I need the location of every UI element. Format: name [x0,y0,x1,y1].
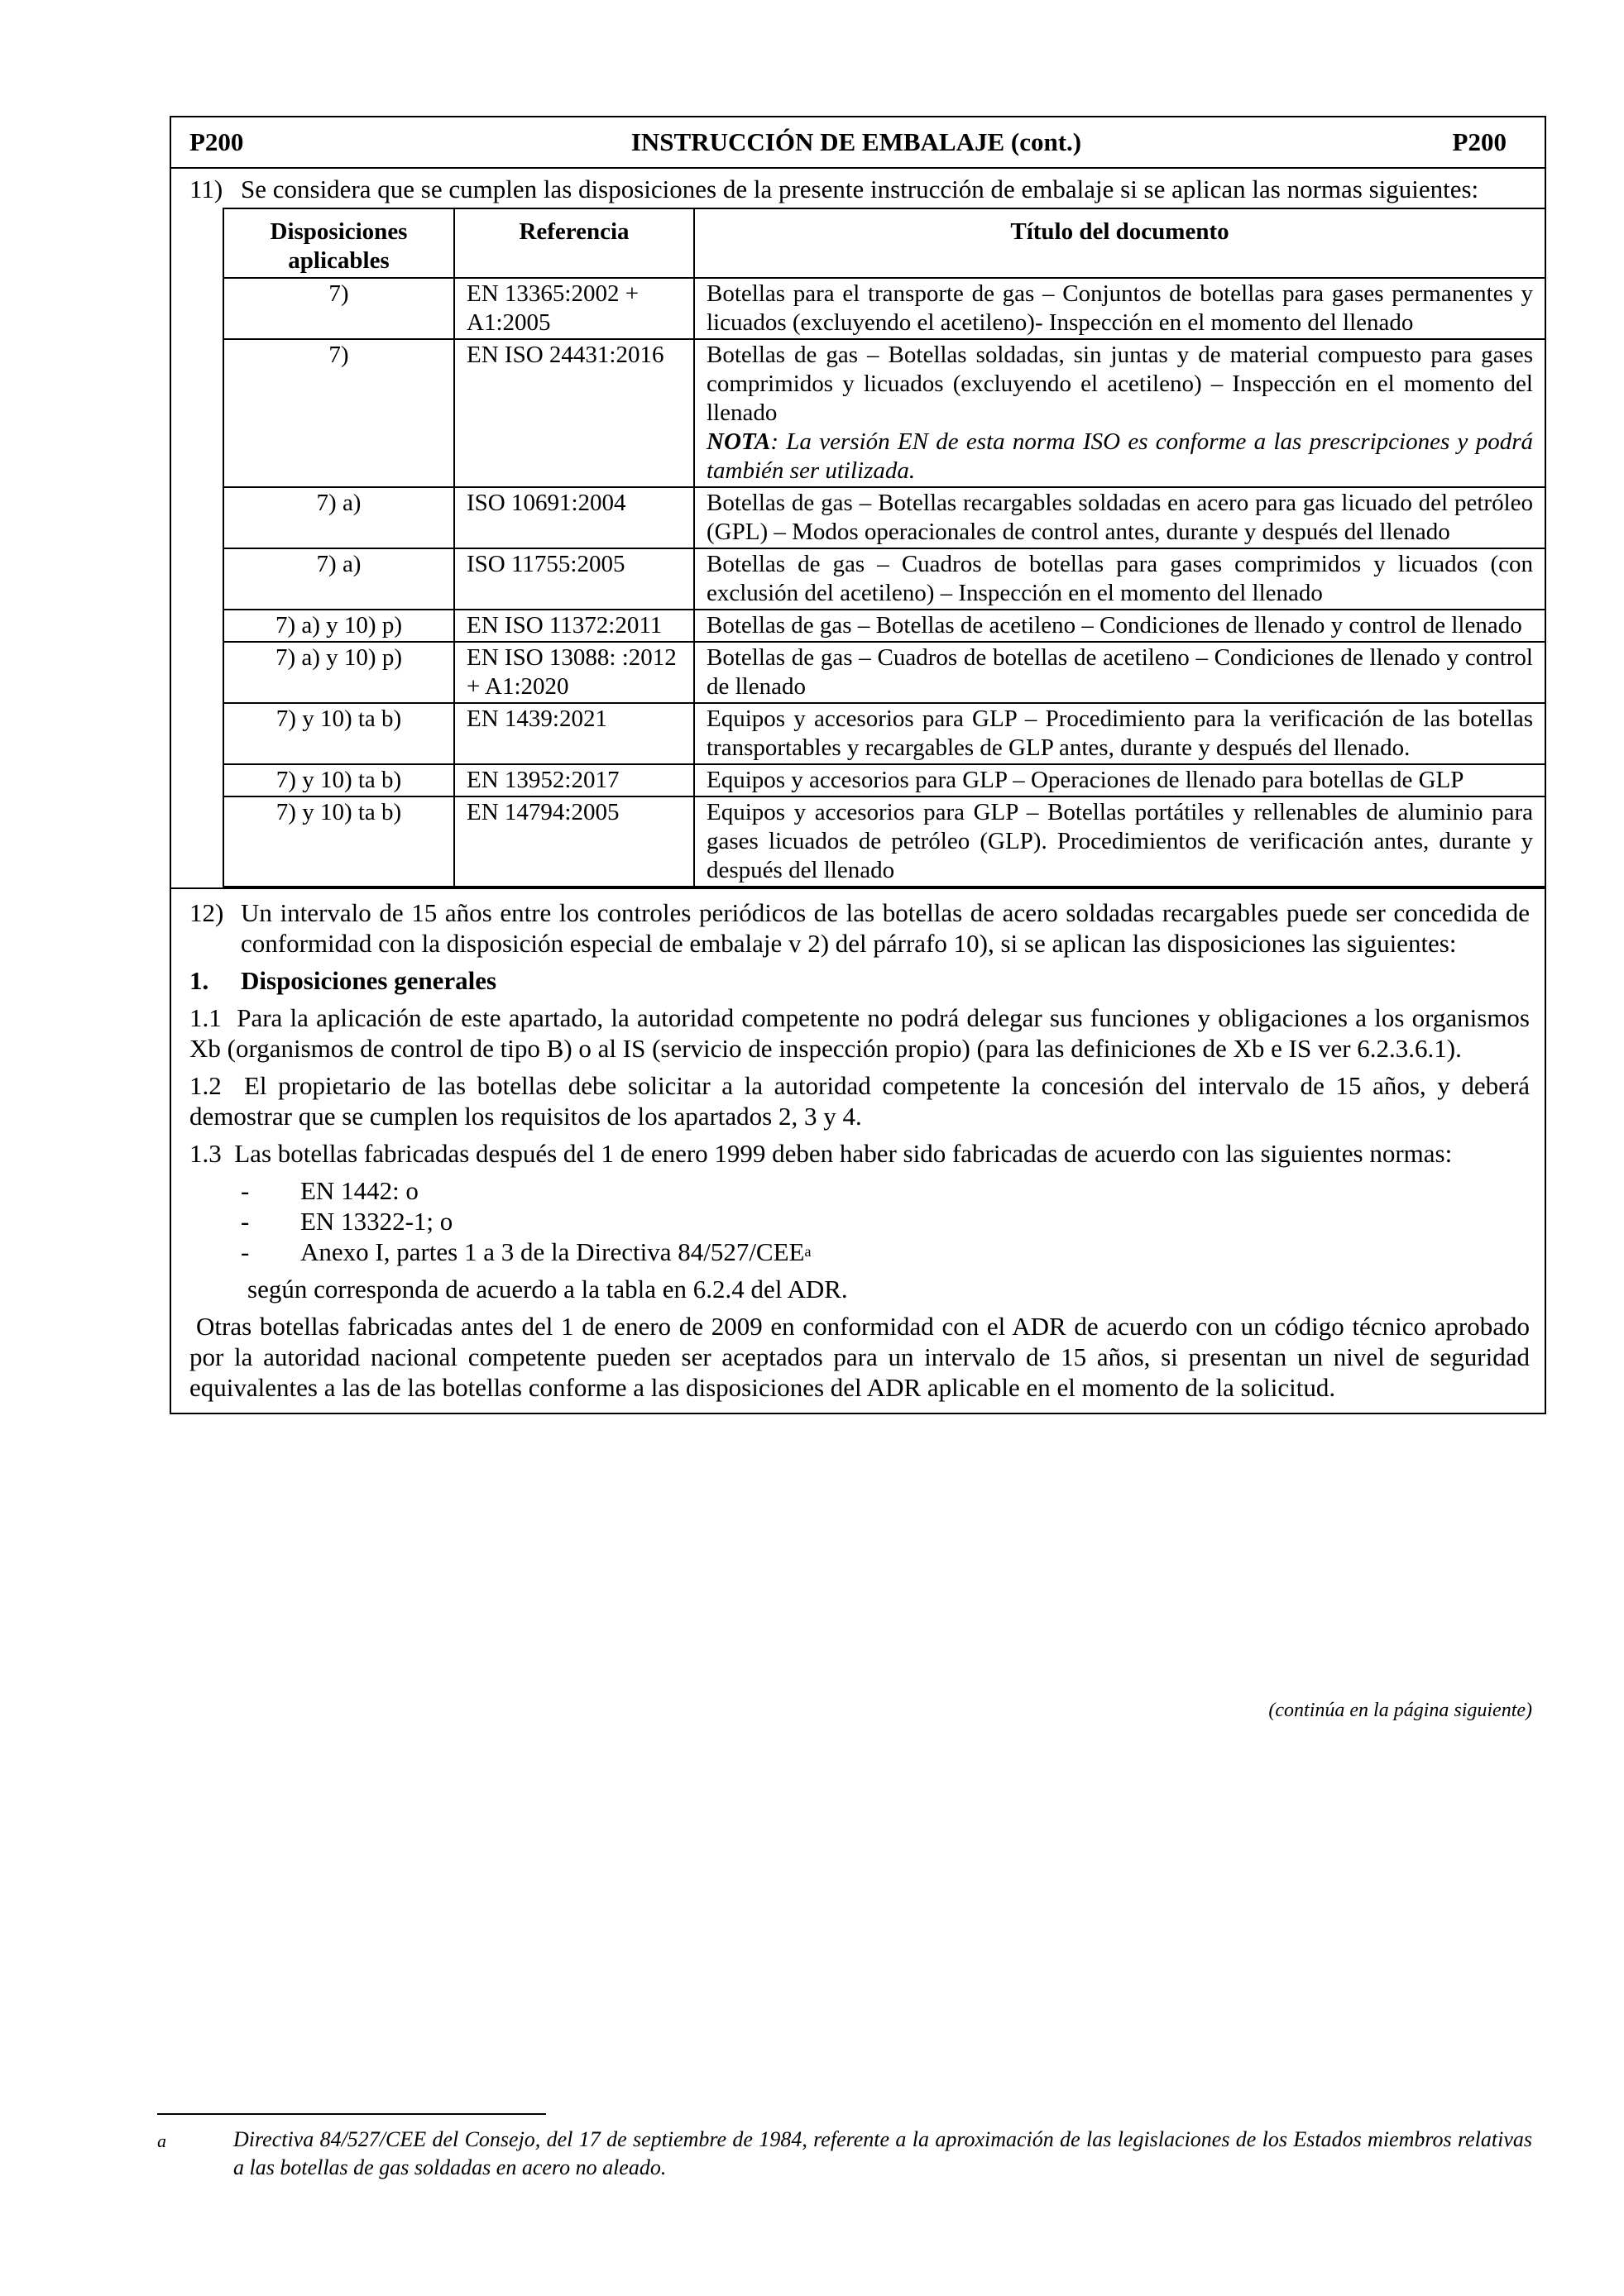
cell-titulo-text: Botellas de gas – Cuadros de botellas de acetileno – Condiciones de llenado y control de llenado [707,644,1533,700]
cell-titulo [694,548,1545,610]
column-header-titulo: Título del documento [694,208,1545,278]
table-row [223,796,1545,887]
column-header-referencia: Referencia [454,208,694,278]
section-12 [171,887,1545,1413]
cell-referencia: EN 1439:2021 [454,703,694,764]
standards-table [223,208,1545,887]
cell-titulo [694,610,1545,642]
cell-referencia: EN 13952:2017 [454,764,694,796]
paragraph-1-2: 1.2 El propietario de las botellas debe solicitar a la autoridad competente la concesión del intervalo de 15 años, y deberá demostrar que se cumplen los requisitos de los apartados 2, 3 y 4. [189,1071,1530,1131]
table-row [223,278,1545,339]
paragraph-1-3: 1.3 Las botellas fabricadas después del 1 de enero 1999 deben haber sido fabricadas de acuerdo con las siguientes normas: [189,1139,1453,1168]
cell-titulo [694,339,1545,487]
cell-referencia: ISO 11755:2005 [454,548,694,610]
table-row [223,764,1545,796]
cell-titulo [694,487,1545,548]
table-row [223,548,1545,610]
cell-titulo [694,703,1545,764]
table-row [223,642,1545,703]
cell-disposiciones: 7) a) y 10) p) [223,642,454,703]
cell-titulo [694,796,1545,887]
section-11-number: 11) [189,175,223,203]
cell-titulo-text: Botellas para el transporte de gas – Conjuntos de botellas para gases permanentes y licuados (excluyendo el acetileno)- Inspección en el momento del llenado [707,280,1533,336]
cell-titulo [694,764,1545,796]
cell-referencia: EN ISO 11372:2011 [454,610,694,642]
cell-titulo-text: Botellas de gas – Cuadros de botellas para gases comprimidos y licuados (con exclusión del acetileno) – Inspección en el momento del llenado [707,551,1533,606]
cell-titulo-text: Botellas de gas – Botellas recargables soldadas en acero para gas licuado del petróleo (GPL) – Modos operacionales de control antes, durante y después del llenado [707,490,1533,545]
continuation-note: (continúa en la página siguiente) [1268,1700,1532,1721]
table-header-row [223,208,1545,278]
list-item-text: EN 13322-1; o [300,1207,453,1236]
nota-label: NOTA [707,428,771,455]
cell-disposiciones: 7) y 10) ta b) [223,703,454,764]
column-header-disposiciones: Disposiciones aplicables [223,208,454,278]
table-row [223,339,1545,487]
list-item: - Anexo I, partes 1 a 3 de la Directiva 84/527/CEE a [241,1237,812,1266]
after-list-text: según corresponda de acuerdo a la tabla en 6.2.4 del ADR. [247,1275,848,1303]
table-row [223,487,1545,548]
footnote-text: Directiva 84/527/CEE del Consejo, del 17 de septiembre de 1984, referente a la aproximación de las legislaciones de los Estados miembros relativas a las botellas de gas soldadas en acero no aleado. [233,2127,1532,2179]
cell-titulo-text: Equipos y accesorios para GLP – Botellas portátiles y rellenables de aluminio para gases licuados de petróleo (GLP). Procedimientos de verificación antes, durante y después del llenado [707,799,1533,883]
table-row [223,703,1545,764]
section-11 [171,169,1545,208]
list-item: - EN 1442: o [241,1176,419,1205]
paragraph-1-1: 1.1 Para la aplicación de este apartado, la autoridad competente no podrá delegar sus funciones y obligaciones a los organismos Xb (organismos de control de tipo B) o al IS (servicio de inspección propio) (para las definiciones de Xb e IS ver 6.2.3.6.1). [189,1003,1530,1063]
instruction-header [171,117,1545,169]
cell-referencia: ISO 10691:2004 [454,487,694,548]
footnote-mark: a [157,2131,166,2151]
cell-disposiciones: 7) [223,278,454,339]
cell-titulo-text: Botellas de gas – Botellas soldadas, sin juntas y de material compuesto para gases comprimidos y licuados (excluyendo el acetileno) – Inspección en el momento del llenado [707,342,1533,426]
table-row [223,610,1545,642]
header-title: INSTRUCCIÓN DE EMBALAJE (cont.) [630,127,1082,156]
nota-body: : La versión EN de esta norma ISO es conforme a las prescripciones y podrá también ser utilizada. [707,428,1533,484]
list-item: - EN 13322-1; o [241,1207,453,1236]
nota-text [707,428,1533,486]
subsection-heading: 1. Disposiciones generales [189,966,497,995]
cell-disposiciones: 7) y 10) ta b) [223,796,454,887]
cell-disposiciones: 7) a) y 10) p) [223,610,454,642]
cell-titulo-text: Equipos y accesorios para GLP – Procedimiento para la verificación de las botellas transportables y recargables de GLP antes, durante y después del llenado. [707,706,1533,761]
cell-disposiciones: 7) a) [223,487,454,548]
section-12-text: Un intervalo de 15 años entre los controles periódicos de las botellas de acero soldadas recargables puede ser concedida de conformidad con la disposición especial de embalaje v 2) del párrafo 10), si se aplican las disposiciones las siguientes: [241,898,1530,958]
header-code-right: P200 [1452,127,1507,156]
cell-referencia: EN 13365:2002 + A1:2005 [454,278,694,339]
list-item-text: Anexo I, partes 1 a 3 de la Directiva 84/527/CEE [300,1237,805,1266]
cell-titulo-text: Equipos y accesorios para GLP – Operaciones de llenado para botellas de GLP [707,767,1464,793]
section-11-text: Se considera que se cumplen las disposiciones de la presente instrucción de embalaje si se aplican las normas siguientes: [241,175,1479,203]
cell-disposiciones: 7) a) [223,548,454,610]
cell-titulo [694,642,1545,703]
cell-disposiciones: 7) [223,339,454,487]
cell-disposiciones: 7) y 10) ta b) [223,764,454,796]
list-item-text: EN 1442: o [300,1176,419,1205]
paragraph-other-bottles: Otras botellas fabricadas antes del 1 de enero de 2009 en conformidad con el ADR de acuerdo con un código técnico aprobado por la autoridad nacional competente pueden ser aceptados para un intervalo de 15 años, si presentan un nivel de seguridad equivalentes a las de las botellas conforme a las disposiciones del ADR aplicable en el momento de la solicitud. [189,1312,1530,1402]
header-code-left: P200 [189,127,244,156]
footnote-separator [157,2113,546,2115]
cell-referencia: EN 14794:2005 [454,796,694,887]
packing-instruction-frame [170,116,1546,1414]
cell-titulo [694,278,1545,339]
cell-referencia: EN ISO 24431:2016 [454,339,694,487]
footnote-reference: a [804,1243,812,1260]
section-12-number: 12) [189,898,224,927]
standards-table-body [223,278,1545,887]
cell-titulo-text: Botellas de gas – Botellas de acetileno – Condiciones de llenado y control de llenado [707,612,1522,639]
cell-referencia: EN ISO 13088: :2012 + A1:2020 [454,642,694,703]
